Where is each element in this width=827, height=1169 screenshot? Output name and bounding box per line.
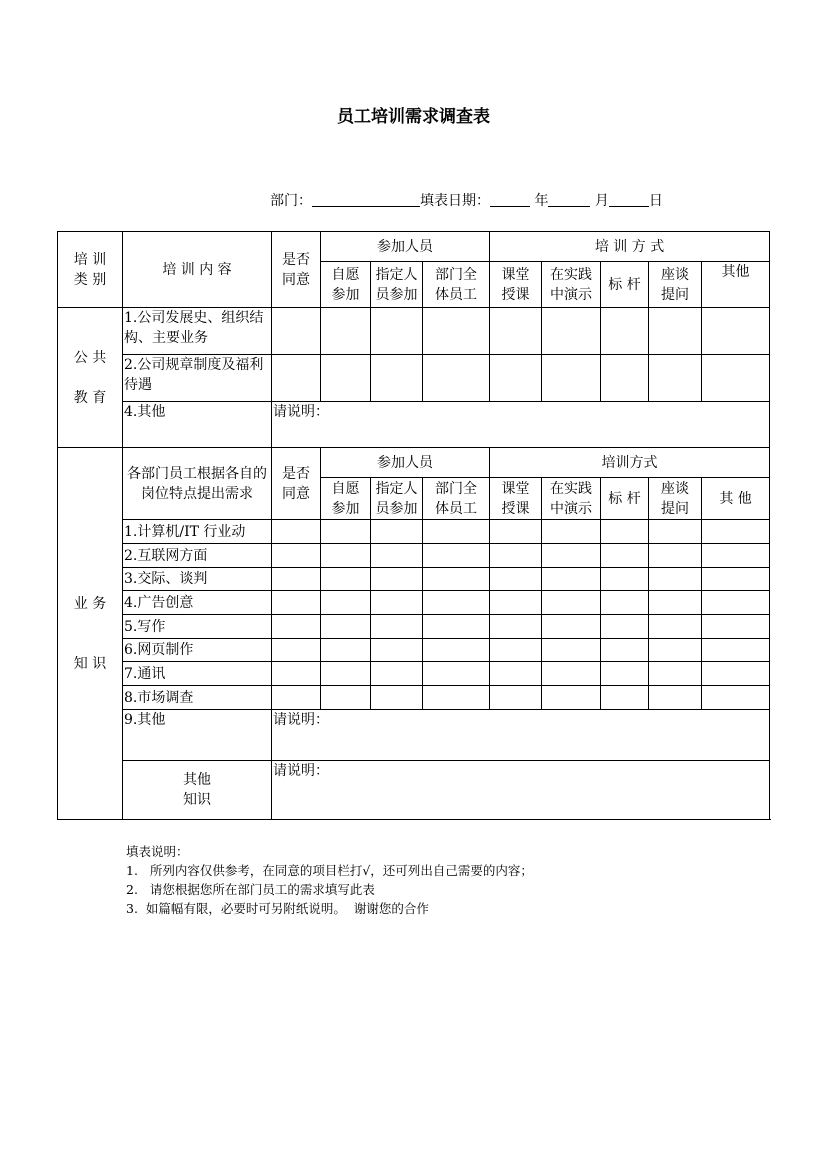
- content-item: 1.公司发展史、组织结构、主要业务: [123, 308, 272, 355]
- table-cell[interactable]: [542, 662, 601, 686]
- business-header-classroom: 课堂 授课: [490, 478, 542, 520]
- table-cell[interactable]: [542, 544, 601, 568]
- table-cell[interactable]: [371, 520, 423, 544]
- day-field[interactable]: [609, 192, 649, 207]
- content-item: 2.公司规章制度及福利待遇: [123, 355, 272, 402]
- header-other: 其他: [702, 262, 770, 308]
- table-cell[interactable]: [601, 568, 649, 591]
- table-cell[interactable]: [601, 662, 649, 686]
- table-cell[interactable]: [272, 591, 321, 615]
- table-cell[interactable]: [272, 355, 321, 402]
- table-cell[interactable]: [423, 591, 490, 615]
- table-cell[interactable]: [490, 355, 542, 402]
- header-voluntary: 自愿 参加: [321, 262, 371, 308]
- table-cell[interactable]: [490, 615, 542, 639]
- table-cell[interactable]: [649, 662, 702, 686]
- header-practice: 在实践 中演示: [542, 262, 601, 308]
- table-cell[interactable]: [371, 568, 423, 591]
- note-line: 2. 请您根据您所在部门员工的需求填写此表: [126, 882, 375, 897]
- table-cell[interactable]: [601, 686, 649, 710]
- other-knowledge-explain-field[interactable]: 请说明：: [272, 761, 770, 820]
- header-content: 培 训 内 容: [123, 232, 272, 308]
- content-item-other: 4.其他: [123, 402, 272, 448]
- table-cell[interactable]: [272, 568, 321, 591]
- table-cell[interactable]: [321, 662, 371, 686]
- survey-table: [57, 231, 770, 820]
- table-cell[interactable]: [542, 520, 601, 544]
- table-cell[interactable]: [542, 568, 601, 591]
- table-cell[interactable]: [542, 308, 601, 355]
- table-cell[interactable]: [702, 662, 770, 686]
- table-cell[interactable]: [702, 686, 770, 710]
- business-header-forum: 座谈 提问: [649, 478, 702, 520]
- table-cell[interactable]: [321, 568, 371, 591]
- table-cell[interactable]: [490, 544, 542, 568]
- table-cell[interactable]: [423, 568, 490, 591]
- table-cell[interactable]: [649, 544, 702, 568]
- business-header-agree: 是否 同意: [272, 448, 321, 520]
- table-cell[interactable]: [601, 520, 649, 544]
- table-cell[interactable]: [272, 308, 321, 355]
- table-cell[interactable]: [702, 615, 770, 639]
- business-header-benchmark: 标 杆: [601, 478, 649, 520]
- table-cell[interactable]: [321, 686, 371, 710]
- table-cell[interactable]: [702, 639, 770, 662]
- business-description: 各部门员工根据各自的岗位特点提出需求: [123, 448, 272, 520]
- note-line: 3. 如篇幅有限，必要时可另附纸说明。 谢谢您的合作: [126, 901, 429, 916]
- header-methods: 培 训 方 式: [490, 232, 770, 262]
- header-classroom: 课堂 授课: [490, 262, 542, 308]
- category-business: 业 务 知 识: [58, 448, 123, 820]
- business-explain-field[interactable]: 请说明：: [272, 710, 770, 761]
- form-notes: [126, 842, 533, 918]
- business-header-other: 其 他: [702, 478, 770, 520]
- content-item: 6.网页制作: [123, 639, 272, 662]
- notes-heading: 填表说明：: [126, 844, 189, 859]
- table-cell[interactable]: [321, 591, 371, 615]
- header-agree: 是否 同意: [272, 232, 321, 308]
- table-cell[interactable]: [649, 591, 702, 615]
- table-cell[interactable]: [423, 520, 490, 544]
- table-cell[interactable]: [702, 355, 770, 402]
- business-header-voluntary: 自愿 参加: [321, 478, 371, 520]
- table-cell[interactable]: [490, 591, 542, 615]
- table-cell[interactable]: [272, 686, 321, 710]
- table-cell[interactable]: [649, 308, 702, 355]
- table-cell[interactable]: [649, 615, 702, 639]
- table-cell[interactable]: [371, 308, 423, 355]
- table-cell[interactable]: [371, 686, 423, 710]
- table-cell[interactable]: [702, 308, 770, 355]
- table-cell[interactable]: [542, 615, 601, 639]
- table-cell[interactable]: [702, 591, 770, 615]
- table-cell[interactable]: [702, 520, 770, 544]
- table-cell[interactable]: [702, 568, 770, 591]
- table-cell[interactable]: [649, 520, 702, 544]
- content-item: 7.通讯: [123, 662, 272, 686]
- table-cell[interactable]: [601, 591, 649, 615]
- table-cell[interactable]: [371, 639, 423, 662]
- business-header-designated: 指定人 员参加: [371, 478, 423, 520]
- table-cell[interactable]: [649, 355, 702, 402]
- business-header-all-staff: 部门全 体员工: [423, 478, 490, 520]
- page-title: 员工培训需求调查表: [337, 107, 490, 127]
- table-cell[interactable]: [601, 308, 649, 355]
- header-category: 培 训 类 别: [58, 232, 123, 308]
- table-cell[interactable]: [490, 568, 542, 591]
- table-cell[interactable]: [321, 520, 371, 544]
- content-item: 5.写作: [123, 615, 272, 639]
- table-cell[interactable]: [490, 686, 542, 710]
- table-cell[interactable]: [321, 544, 371, 568]
- dept-label: 部门：: [270, 193, 312, 209]
- business-header-practice: 在实践 中演示: [542, 478, 601, 520]
- table-cell[interactable]: [490, 520, 542, 544]
- table-cell[interactable]: [272, 544, 321, 568]
- header-all-staff: 部门全 体员工: [423, 262, 490, 308]
- form-meta: [270, 190, 663, 210]
- header-benchmark: 标 杆: [601, 262, 649, 308]
- table-cell[interactable]: [649, 568, 702, 591]
- header-forum: 座谈 提问: [649, 262, 702, 308]
- month-label: 月: [594, 193, 609, 209]
- public-explain-field[interactable]: 请说明：: [272, 402, 770, 448]
- table-cell[interactable]: [490, 639, 542, 662]
- table-cell[interactable]: [542, 591, 601, 615]
- content-item: 2.互联网方面: [123, 544, 272, 568]
- table-cell[interactable]: [542, 355, 601, 402]
- header-participants: 参加人员: [321, 232, 490, 262]
- category-public: 公 共 教 育: [58, 308, 123, 448]
- table-cell[interactable]: [272, 615, 321, 639]
- table-cell[interactable]: [423, 615, 490, 639]
- table-cell[interactable]: [371, 355, 423, 402]
- table-cell[interactable]: [272, 520, 321, 544]
- table-cell[interactable]: [423, 308, 490, 355]
- table-cell[interactable]: [272, 662, 321, 686]
- content-item: 8.市场调查: [123, 686, 272, 710]
- table-cell[interactable]: [423, 355, 490, 402]
- table-cell[interactable]: [423, 639, 490, 662]
- table-cell[interactable]: [321, 639, 371, 662]
- content-item: 3.交际、谈判: [123, 568, 272, 591]
- table-cell[interactable]: [321, 355, 371, 402]
- table-cell[interactable]: [321, 615, 371, 639]
- table-cell[interactable]: [423, 662, 490, 686]
- table-cell[interactable]: [423, 544, 490, 568]
- business-header-participants: 参加人员: [321, 448, 490, 478]
- category-other-knowledge: 其他 知识: [123, 761, 272, 820]
- table-cell[interactable]: [371, 615, 423, 639]
- business-header-methods: 培训方式: [490, 448, 770, 478]
- day-label: 日: [648, 193, 663, 209]
- table-cell[interactable]: [371, 591, 423, 615]
- table-cell[interactable]: [490, 308, 542, 355]
- table-cell[interactable]: [601, 355, 649, 402]
- year-field[interactable]: [490, 192, 530, 207]
- header-designated: 指定人 员参加: [371, 262, 423, 308]
- note-line: 1. 所列内容仅供参考，在同意的项目栏打√，还可列出自己需要的内容；: [126, 863, 533, 878]
- table-cell[interactable]: [601, 615, 649, 639]
- table-cell[interactable]: [371, 544, 423, 568]
- table-cell[interactable]: [542, 639, 601, 662]
- year-label: 年: [534, 193, 549, 209]
- table-cell[interactable]: [371, 662, 423, 686]
- date-label: 填表日期：: [420, 193, 490, 209]
- table-cell[interactable]: [490, 662, 542, 686]
- table-cell[interactable]: [601, 639, 649, 662]
- table-cell[interactable]: [423, 686, 490, 710]
- content-item: 4.广告创意: [123, 591, 272, 615]
- month-field[interactable]: [548, 192, 590, 207]
- content-item-other: 9.其他: [123, 710, 272, 761]
- table-cell[interactable]: [321, 308, 371, 355]
- table-cell[interactable]: [542, 686, 601, 710]
- content-item: 1.计算机/IT 行业动: [123, 520, 272, 544]
- table-cell[interactable]: [649, 639, 702, 662]
- table-cell[interactable]: [601, 544, 649, 568]
- table-cell[interactable]: [272, 639, 321, 662]
- dept-field[interactable]: [312, 192, 420, 207]
- table-cell[interactable]: [649, 686, 702, 710]
- table-cell[interactable]: [702, 544, 770, 568]
